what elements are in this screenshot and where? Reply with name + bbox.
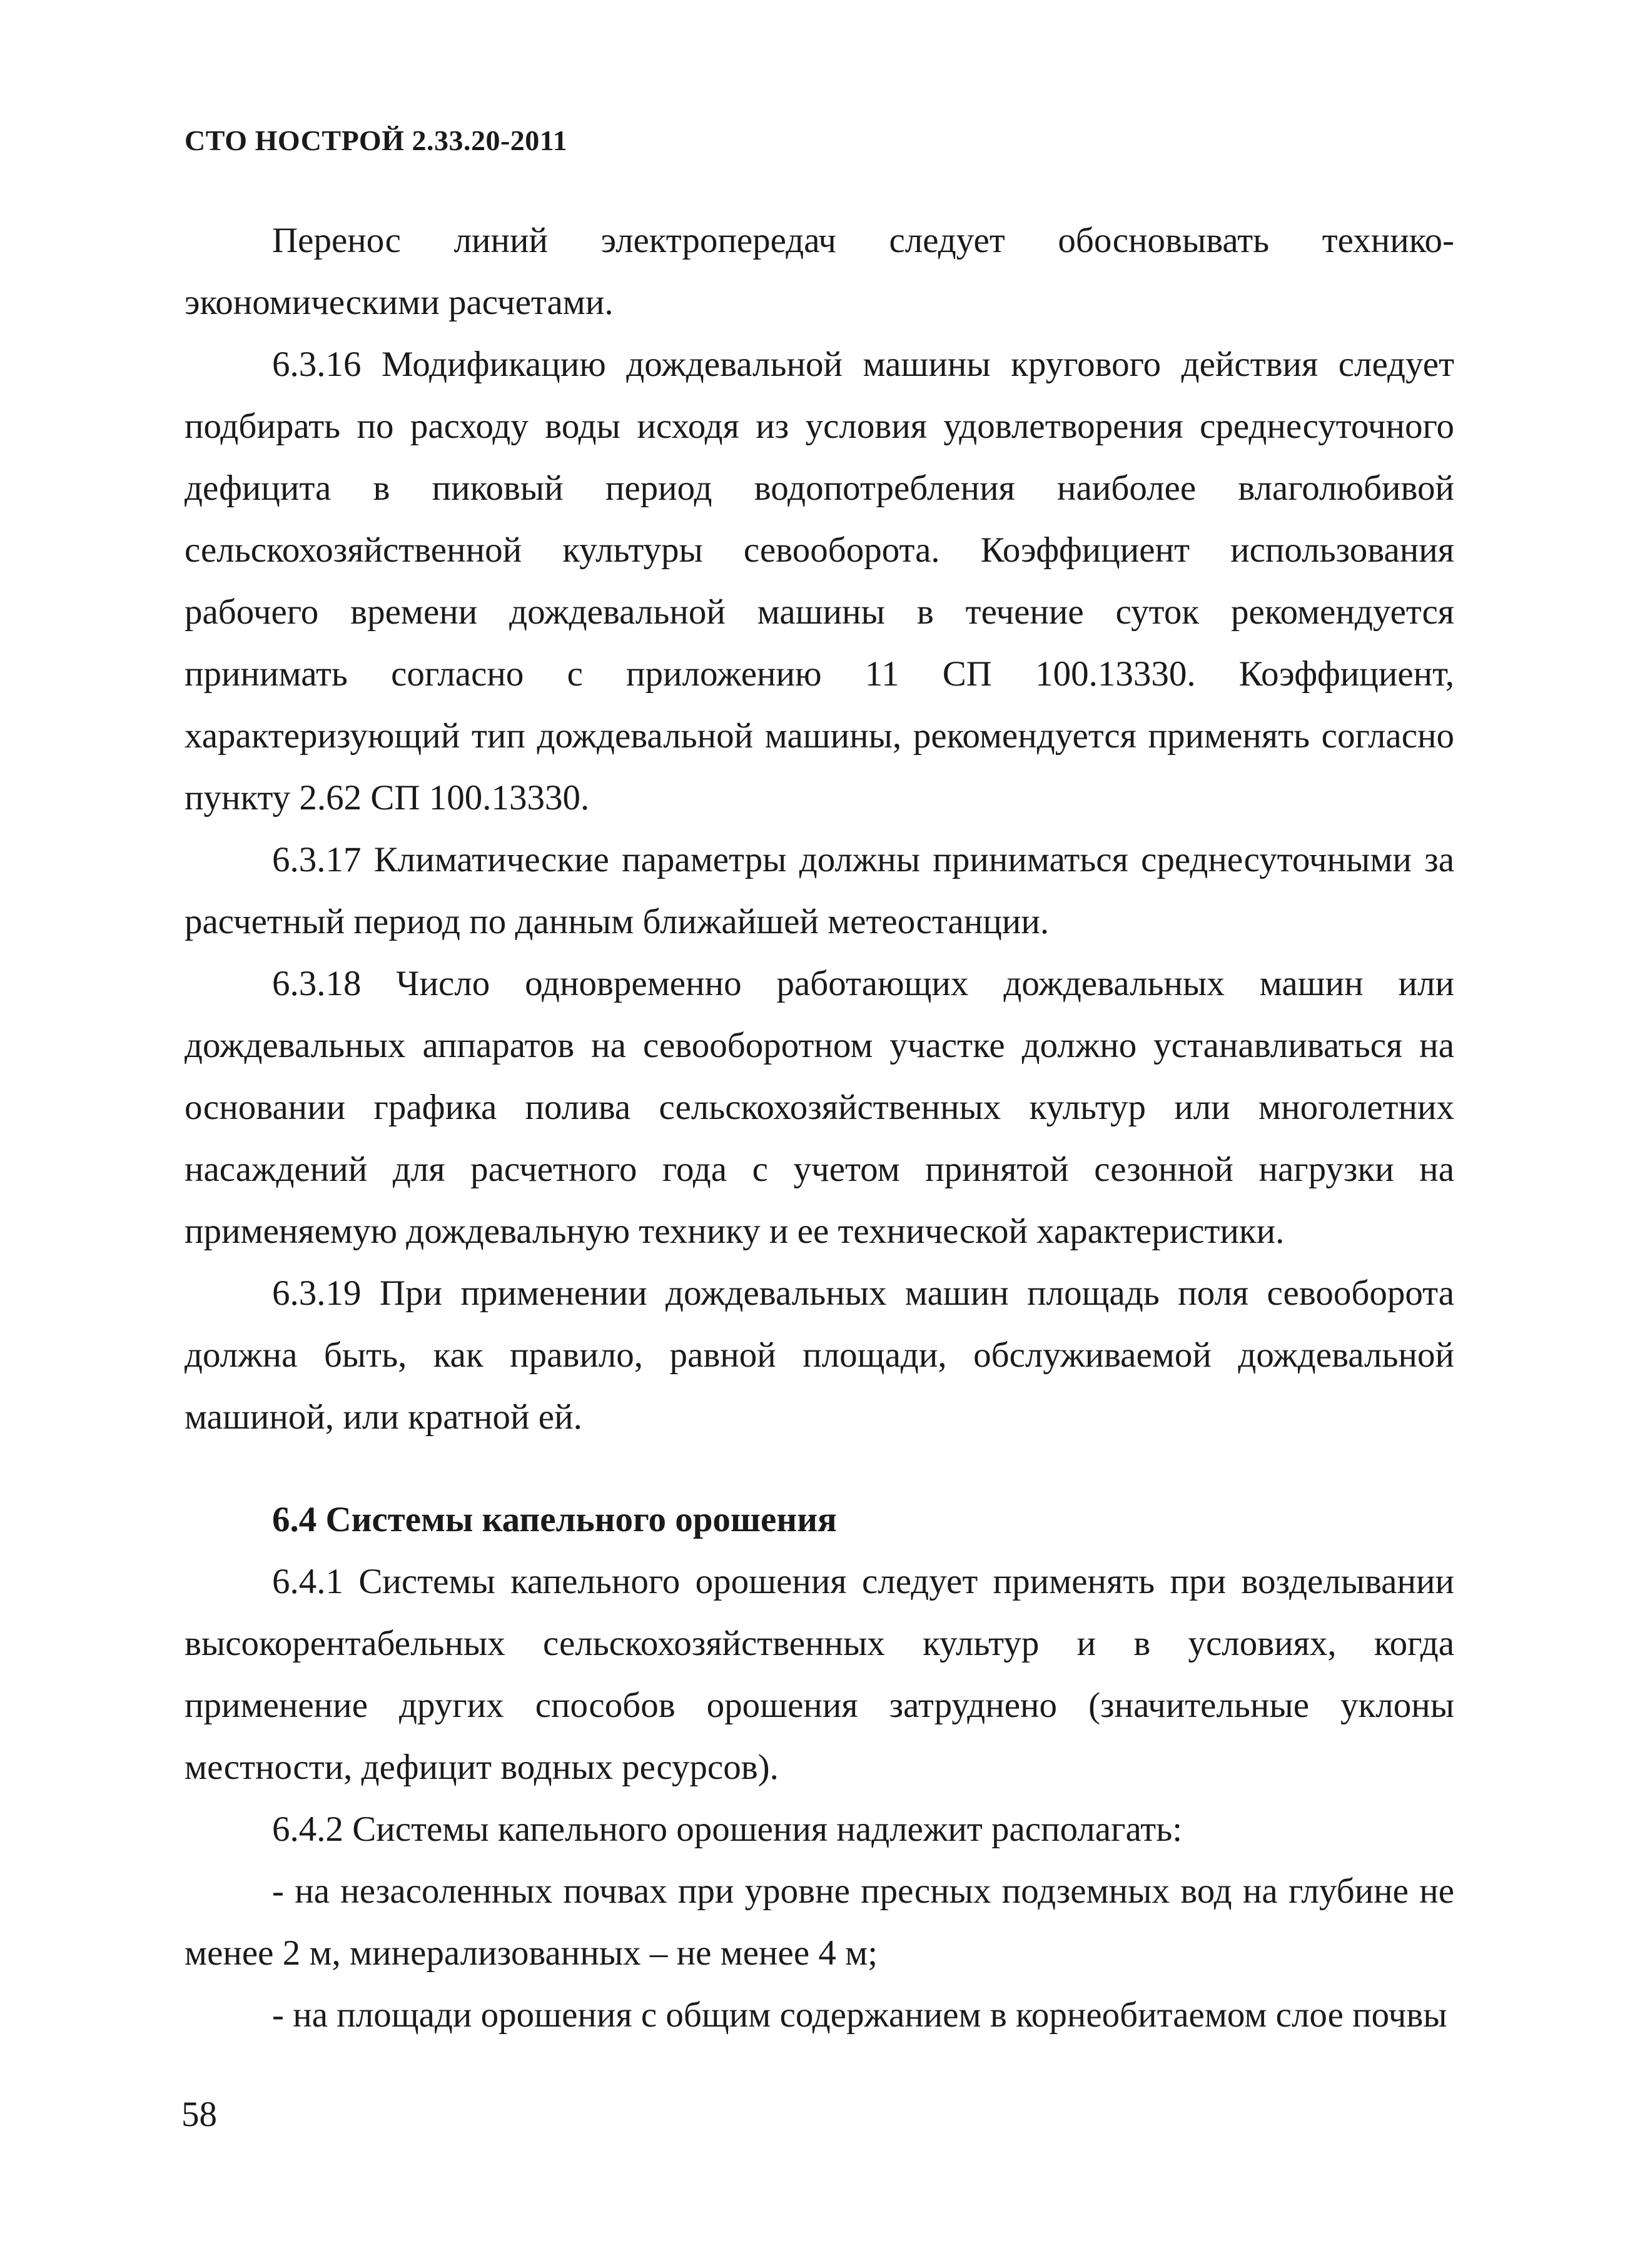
document-code-header: СТО НОСТРОЙ 2.33.20-2011	[185, 124, 568, 156]
list-item-irrigation-area: - на площади орошения с общим содержанием в корнеобитаемом слое почвы	[272, 1995, 1447, 2035]
paragraph-power-lines: Перенос линий электропередач следует обосновывать технико-экономическими расчетами.	[185, 221, 1454, 322]
paragraph-6-3-16: 6.3.16 Модификацию дождевальной машины кругового действия следует подбирать по расходу воды исходя из условия удовлетворения среднесуточного дефицита в пиковый период водопотребления наиболее влаголюбивой сельскохозяйственной культуры севооборота. Коэффициент использования рабочего времени дождевальной машины в течение суток рекомендуется принимать согласно с приложению 11 СП 100.13330. Коэффициент, характеризующий тип дождевальной машины, рекомендуется применять согласно пункту 2.62 СП 100.13330.	[185, 345, 1454, 818]
page-number: 58	[181, 2095, 217, 2134]
section-heading-6-4: 6.4 Системы капельного орошения	[272, 1500, 837, 1539]
list-item-unsalted-soils: - на незасоленных почвах при уровне пресных подземных вод на глубине не менее 2 м, минерализованных – не менее 4 м;	[185, 1871, 1454, 1973]
paragraph-6-4-1: 6.4.1 Системы капельного орошения следует применять при возделывании высокорентабельных сельскохозяйственных культур и в условиях, когда применение других способов орошения затруднено (значительные уклоны местности, дефицит водных ресурсов).	[185, 1562, 1454, 1787]
page-body	[185, 210, 1454, 2046]
paragraph-6-3-19: 6.3.19 При применении дождевальных машин площадь поля севооборота должна быть, как правило, равной площади, обслуживаемой дождевальной машиной, или кратной ей.	[185, 1273, 1454, 1437]
paragraph-6-3-17: 6.3.17 Климатические параметры должны приниматься среднесуточными за расчетный период по данным ближайшей метеостанции.	[185, 840, 1454, 941]
paragraph-6-4-2: 6.4.2 Системы капельного орошения надлежит располагать:	[272, 1810, 1183, 1849]
paragraph-6-3-18: 6.3.18 Число одновременно работающих дождевальных машин или дождевальных аппаратов на севооборотном участке должно устанавливаться на основании графика полива сельскохозяйственных культур или многолетних насаждений для расчетного года с учетом принятой сезонной нагрузки на применяемую дождевальную технику и ее технической характеристики.	[185, 964, 1454, 1251]
